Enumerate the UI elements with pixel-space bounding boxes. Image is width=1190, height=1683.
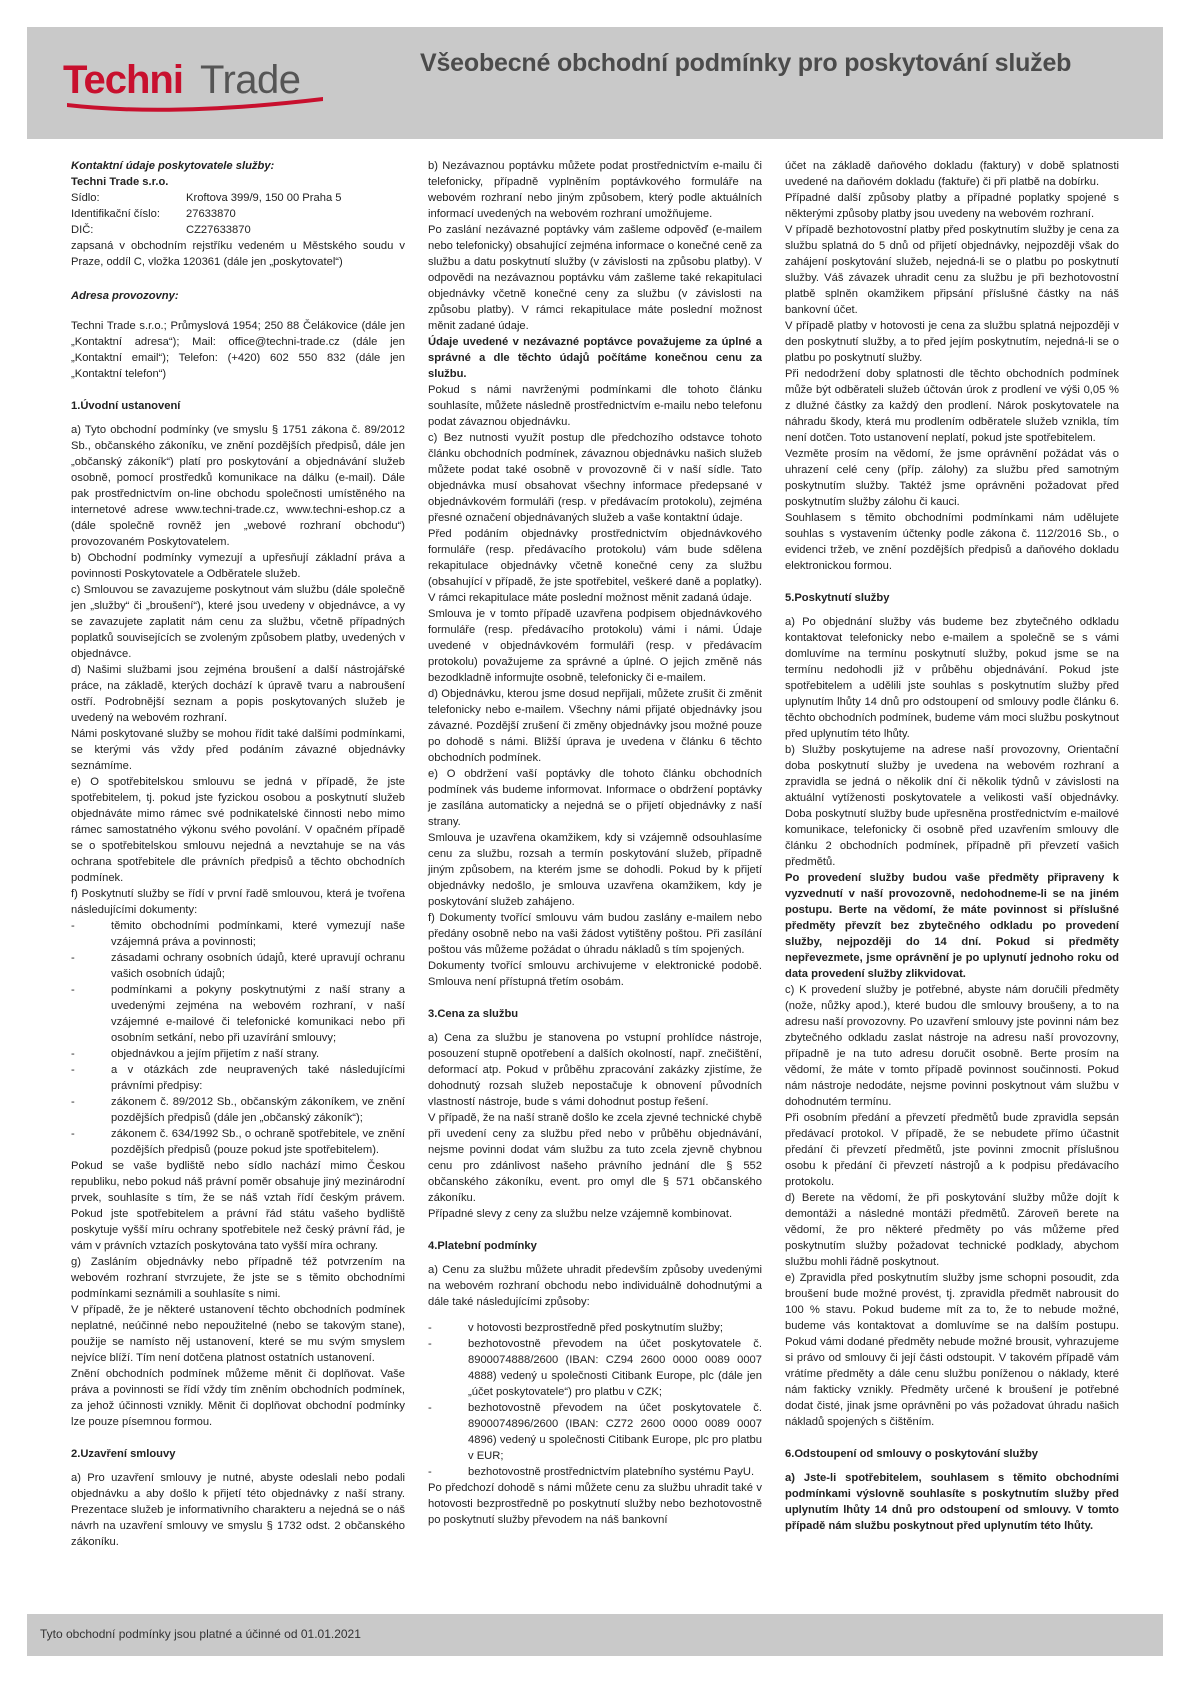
section-heading: 6.Odstoupení od smlouvy o poskytování služby: [785, 1448, 1039, 1460]
paragraph: Souhlasem s těmito obchodními podmínkami nám udělujete souhlas s vystavením účtenky podle zákona č. 112/2016 Sb., o evidenci tržeb, ve znění pozdějších předpisů a daňového dokladu elektronickou formou.: [785, 512, 1119, 572]
paragraph: Dokumenty tvořící smlouvu archivujeme v elektronické podobě. Smlouva není přístupná třetím osobám.: [428, 960, 762, 988]
paragraph: e) Zpravidla před poskytnutím služby jsme schopni posoudit, zda broušení bude možné provést, tj. zpravidla předmět nabrousit do 100 % stavu. Pokud budeme mít za to, že to nebude možné, budeme vás kontaktovat a domluvíme se na dalším postupu. Pokud vámi dodané předměty nebude možné brousit, vyhrazujeme si právo od smlouvy či její části odstoupit. V takovém případě vám vrátíme předměty a dále cenu službu poníženou o náklady, které nám fakticky vznikly. Předměty určené k broušení je potřebné dodat čisté, jinak jsme oprávněni po vás požadovat úhradu našich nákladů spojených s čištěním.: [785, 1272, 1119, 1428]
paragraph: Po provedení služby budou vaše předměty připraveny k vyzvednutí v naší provozovně, nedohodneme-li se na jiném postupu. Berte na vědomí, že máte povinnost si příslušné předměty převzít bez zbytečného odkladu po provedení služby, nejpozději do 14 dní. Pokud si předměty nepřevezmete, jsme oprávnění je po uplynutí jednoho roku od data provedení služby zlikvidovat.: [785, 872, 1119, 980]
paragraph: b) Služby poskytujeme na adrese naší provozovny, Orientační doba poskytnutí služby je uvedena na webovém rozhraní a zpravidla se jedná o několik dní či několik týdnů v závislosti na aktuální vytíženosti poskytovatele a velikosti vaší objednávky. Doba poskytnutí služby bude upřesněna prostřednictvím e-mailové komunikace, telefonicky či osobně před uzavřením smlouvy dle článku 2 obchodních podmínek, případně při převzetí vašich předmětů.: [785, 744, 1119, 868]
section-heading: 4.Platební podmínky: [428, 1240, 537, 1252]
paragraph: Před podáním objednávky prostřednictvím objednávkového formuláře (resp. předávacího protokolu) vám bude sdělena rekapitulace objednávky včetně konečné ceny za službu (obsahující v případě, že jste spotřebitel, veškeré daně a poplatky). V rámci rekapitulace máte poslední možnost měnit zadaná údaje.: [428, 528, 762, 604]
paragraph: a) Tyto obchodní podmínky (ve smyslu § 1751 zákona č. 89/2012 Sb., občanského zákoníku, ve znění pozdějších předpisů, dále jen „občanský zákoník“) platí pro poskytování a objednávání služeb osobně, pomocí prostředků komunikace na dálku (e-mail). Dále pak prostřednictvím on-line obchodu společnosti umístěného na internetové adrese www.techni-trade.cz, www.techni-eshop.cz a (dále společně rovněž jen „webové rozhraní obchodu“) provozovaném Poskytovatelem.: [71, 424, 405, 548]
paragraph: f) Poskytnutí služby se řídí v první řadě smlouvou, která je tvořena následujícími dokumenty:: [71, 888, 405, 916]
paragraph: Při nedodržení doby splatnosti dle těchto obchodních podmínek může být odběrateli služeb účtován úrok z prodlení ve výši 0,05 % z dlužné částky za každý den prodlení. Nárok poskytovatele na náhradu škody, která mu prodlením odběratele služeb vznikla, tím není dotčen. Toto ustanovení neplatí, pokud jste spotřebitelem.: [785, 368, 1119, 444]
paragraph: Po předchozí dohodě s námi můžete cenu za službu uhradit také v hotovosti bezprostředně po poskytnutí služby nebo bezhotovostně po poskytnutí služby převodem na náš bankovní: [428, 1482, 762, 1526]
techni-trade-logo: [61, 57, 331, 115]
paragraph: c) Smlouvou se zavazujeme poskytnout vám službu (dále společně jen „služby“ či „broušení“), které jsou uvedeny v objednávce, a vy se zavazujete zaplatit nám cenu za službu, včetně případných poplatků souvisejících se zvoleným způsobem platby, uvedených v objednávce.: [71, 584, 405, 660]
contact-heading: Kontaktní údaje poskytovatele služby:: [71, 160, 275, 172]
section-heading: 5.Poskytnutí služby: [785, 592, 890, 604]
paragraph: Po zaslání nezávazné poptávky vám zašleme odpověď (e-mailem nebo telefonicky) obsahující zejména informace o konečné ceně za službu a datu poskytnutí služby (v závislosti na způsobu platby). V odpovědi na nezávaznou poptávku vám zašleme také rekapitulaci objednávky včetně konečné ceny za službu (v závislosti na způsobu platby). V rámci rekapitulace máte poslední možnost měnit zadané údaje.: [428, 224, 762, 332]
paragraph: Pokud s námi navrženými podmínkami dle tohoto článku souhlasíte, můžete následně prostřednictvím e-mailu nebo telefonu podat závaznou objednávku.: [428, 384, 762, 428]
list-item: - zákonem č. 634/1992 Sb., o ochraně spotřebitele, ve znění pozdějších předpisů (pouze pokud jste spotřebitelem).: [71, 1128, 405, 1156]
section-heading: 1.Úvodní ustanovení: [71, 400, 181, 412]
paragraph: V případě, že na naší straně došlo ke zcela zjevné technické chybě při uvedení ceny za službu před nebo v průběhu objednávání, nejsme povinni dodat vám službu za tuto zcela zjevně chybnou cenu pro zdánlivost našeho právního jednání dle § 552 občanského zákoníku, event. pro omyl dle § 571 občanského zákoníku.: [428, 1112, 762, 1204]
paragraph: d) Našimi službami jsou zejména broušení a další nástrojářské práce, na základě, kterých dochází k úpravě tvaru a nabroušení ostří. Podrobnější seznam a popis poskytovaných služeb je uvedený na webovém rozhraní.: [71, 664, 405, 724]
paragraph: f) Dokumenty tvořící smlouvu vám budou zaslány e-mailem nebo předány osobně nebo na vaši žádost vytištěny poštou. Při zasílání poštou vás můžeme požádat o úhradu nákladů s tím spojených.: [428, 912, 762, 956]
paragraph: V případě platby v hotovosti je cena za službu splatná nejpozději v den poskytnutí služby, a to před jejím poskytnutím, nejedná-li se o platbu po poskytnutí služby.: [785, 320, 1119, 364]
list-item: - zásadami ochrany osobních údajů, které upravují ochranu vašich osobních údajů;: [71, 952, 405, 980]
paragraph: Údaje uvedené v nezávazné poptávce považujeme za úplné a správné a dle těchto údajů počítáme konečnou cenu za službu.: [428, 336, 762, 380]
document-title: Všeobecné obchodní podmínky pro poskytování služeb: [420, 49, 1072, 77]
column-3: [785, 158, 1119, 1534]
paragraph: c) Bez nutnosti využít postup dle předchozího odstavce tohoto článku obchodních podmínek, závaznou objednávku našich služeb můžete podat také osobně v provozovně či v naší sídle. Tato objednávka musí obsahovat všechny informace předepsané v objednávkovém formuláři (resp. v předávacím protokolu), zejména přesné označení objednávaných služeb a vaše kontaktní údaje.: [428, 432, 762, 524]
paragraph: a) Cenu za službu můžete uhradit především způsoby uvedenými na webovém rozhraní obchodu nebo individuálně dohodnutými a dále také následujícími způsoby:: [428, 1264, 762, 1308]
paragraph: Smlouva je uzavřena okamžikem, kdy si vzájemně odsouhlasíme cenu za službu, rozsah a termín poskytování služeb, případně jiným způsobem, na kterém jsme se dohodli. Pokud by k přijetí objednávky nedošlo, je smlouva uzavřena okamžikem, kdy je poskytování služeb zahájeno.: [428, 832, 762, 908]
paragraph: a) Po objednání služby vás budeme bez zbytečného odkladu kontaktovat telefonicky nebo e-mailem a společně se s vámi domluvíme na termínu poskytnutí služby, pokud jsme se na termínu nedohodli již v průběhu objednávání. Pokud jste spotřebitelem a udělili jste souhlas s poskytnutím služby před uplynutím lhůty 14 dnů pro odstoupení od smlouvy podle článku 6. těchto obchodních podmínek, budeme vám moci službu poskytnout před uplynutím této lhůty.: [785, 616, 1119, 740]
register-text: zapsaná v obchodním rejstříku vedeném u Městského soudu v Praze, oddíl C, vložka 120361 (dále jen „poskytovatel“): [71, 240, 405, 268]
paragraph: c) K provedení služby je potřebné, abyste nám doručili předměty (nože, nůžky apod.), které budou dle smlouvy broušeny, a to na adresu naší provozovny. Po uzavření smlouvy jste povinni nám bez zbytečného odkladu zaslat nástroje na adresu naší provozovny, případně je na tuto adresu doručit osobně. Berte prosím na vědomí, že máte v tomto případě povinnost součinnosti. Pokud nám nástroje nedodáte, nejsme povinni poskytnout vám službu v dohodnutém termínu.: [785, 984, 1119, 1108]
list-item: - objednávkou a jejím přijetím z naší strany.: [71, 1048, 320, 1060]
footer-band: [27, 1614, 1163, 1656]
address-heading: Adresa provozovny:: [71, 290, 179, 302]
list-item: - bezhotovostně převodem na účet poskytovatele č. 8900074888/2600 (IBAN: CZ94 2600 0000 0089 0007 4888) vedený u společnosti Citibank Europe, plc (dále jen „účet poskytovatele“) pro platbu v CZK;: [428, 1338, 762, 1398]
paragraph: b) Obchodní podmínky vymezují a upřesňují základní práva a povinnosti Poskytovatele a Odběratele služeb.: [71, 552, 405, 580]
contact-row: Sídlo: Kroftova 399/9, 150 00 Praha 5: [71, 192, 342, 204]
validity-note: Tyto obchodní podmínky jsou platné a účinné od 01.01.2021: [40, 1627, 361, 1641]
section-heading: 2.Uzavření smlouvy: [71, 1448, 176, 1460]
paragraph: Pokud se vaše bydliště nebo sídlo nachází mimo Českou republiku, nebo pokud náš právní poměr obsahuje jiný mezinárodní prvek, souhlasíte s tím, že se náš vztah řídí českým právem. Pokud jste spotřebitelem a právní řád státu vašeho bydliště poskytuje vyšší míru ochrany spotřebitele než český právní řád, je vám v právních vztazích poskytována tato vyšší míra ochrany.: [71, 1160, 405, 1252]
paragraph: Při osobním předání a převzetí předmětů bude zpravidla sepsán předávací protokol. V případě, že se nebudete přímo účastnit předání či převzetí předmětů, jste povinni zmocnit příslušnou osobu k předání či převzetí nástrojů a k podpisu předávacího protokolu.: [785, 1112, 1119, 1188]
list-item: - těmito obchodními podmínkami, které vymezují naše vzájemná práva a povinnosti;: [71, 920, 405, 948]
svg-text:Techni: Techni: [63, 58, 183, 102]
list-item: - bezhotovostně prostřednictvím platebního systému PayU.: [428, 1466, 755, 1478]
svg-text:Trade: Trade: [200, 58, 301, 102]
paragraph: V případě bezhotovostní platby před poskytnutím služby je cena za službu splatná do 5 dnů od přijetí objednávky, nejpozději však do zahájení poskytování služeb, nejedná-li se o platbu po poskytnutí služby. Váš závazek uhradit cenu za službu je při bezhotovostní platbě splněn okamžikem připsání příslušné částky na náš bankovní účet.: [785, 224, 1119, 316]
paragraph: b) Nezávaznou poptávku můžete podat prostřednictvím e-mailu či telefonicky, případně vyplněním poptávkového formuláře na webovém rozhraní nebo jiným způsobem, který podle aktuálních informací uvedených na webovém rozhraní umožňujeme.: [428, 160, 762, 220]
paragraph: a) Jste-li spotřebitelem, souhlasem s těmito obchodními podmínkami výslovně souhlasíte s poskytnutím služby před uplynutím lhůty 14 dnů pro odstoupení od smlouvy. V tomto případě nám službu poskytnout před uplynutím této lhůty.: [785, 1472, 1119, 1532]
paragraph: Znění obchodních podmínek můžeme měnit či doplňovat. Vaše práva a povinnosti se řídí vždy tím zněním obchodních podmínek, za jehož účinnosti vznikly. Měnit či doplňovat obchodní podmínky lze pouze písemnou formou.: [71, 1368, 405, 1428]
address-text: Techni Trade s.r.o.; Průmyslová 1954; 250 88 Čelákovice (dále jen „Kontaktní adresa“); Mail: office@techni-trade.cz (dále jen „Kontaktní email“); Telefon: (+420) 602 550 832 (dále jen „Kontaktní telefon“): [71, 320, 405, 380]
paragraph: g) Zasláním objednávky nebo případně též potvrzením na webovém rozhraní stvrzujete, že jste se s těmito obchodními podmínkami seznámili a souhlasíte s nimi.: [71, 1256, 405, 1300]
paragraph: a) Cena za službu je stanovena po vstupní prohlídce nástroje, posouzení stupně opotřebení a dalších okolností, např. znečištění, deformací atp. Pokud v průběhu zpracování zakázky zjistíme, že dohodnutý rozsah služeb nepostačuje k obnovení původních vlastností nástroje, bude s vámi dohodnut postup řešení.: [428, 1032, 762, 1108]
paragraph: a) Pro uzavření smlouvy je nutné, abyste odeslali nebo podali objednávku a aby došlo k přijetí této objednávky z naší strany. Prezentace služeb je informativního charakteru a nejedná se o náš návrh na uzavření smlouvy ve smyslu § 1732 odst. 2 občanského zákoníku.: [71, 1472, 405, 1548]
paragraph: d) Berete na vědomí, že při poskytování služby může dojít k demontáži a následné montáži předmětů. Zároveň berete na vědomí, že pro některé předměty po vás můžeme před poskytnutím služby požadovat technické podklady, abychom službu mohli řádně poskytnout.: [785, 1192, 1119, 1268]
paragraph: Námi poskytované služby se mohou řídit také dalšími podmínkami, se kterými vás vždy před podáním závazné objednávky seznámíme.: [71, 728, 405, 772]
company-name: Techni Trade s.r.o.: [71, 176, 169, 188]
paragraph: účet na základě daňového dokladu (faktury) v době splatnosti uvedené na daňovém dokladu (faktuře) či při platbě na dobírku.: [785, 160, 1119, 188]
paragraph: e) O obdržení vaší poptávky dle tohoto článku obchodních podmínek vás budeme informovat. Informace o obdržení poptávky je zasílána automaticky a nejedná se o přijetí objednávky z naší strany.: [428, 768, 762, 828]
contact-row: Identifikační číslo: 27633870: [71, 208, 236, 220]
list-item: - v hotovosti bezprostředně před poskytnutím služby;: [428, 1322, 723, 1334]
list-item: - a v otázkách zde neupravených také následujícími právními předpisy:: [71, 1064, 405, 1092]
header-band: [27, 27, 1163, 139]
contact-row: DIČ: CZ27633870: [71, 224, 251, 236]
list-item: - zákonem č. 89/2012 Sb., občanským zákoníkem, ve znění pozdějších předpisů (dále jen „občanský zákoník“);: [71, 1096, 405, 1124]
paragraph: d) Objednávku, kterou jsme dosud nepřijali, můžete zrušit či změnit telefonicky nebo e-mailem. Všechny námi přijaté objednávky jsou závazné. Pozdější zrušení či změny objednávky jsou možné pouze po dohodě s námi. Bližší úprava je uvedena v článku 6 těchto obchodních podmínek.: [428, 688, 762, 764]
column-1: [71, 158, 405, 1550]
paragraph: Případné další způsoby platby a případné poplatky spojené s některými způsoby platby jsou uvedeny na webovém rozhraní.: [785, 192, 1119, 220]
paragraph: Vezměte prosím na vědomí, že jsme oprávnění požádat vás o uhrazení celé ceny (příp. zálohy) za službu před samotným poskytnutím služby. Taktéž jsme oprávněni požadovat před poskytnutím služby zálohu či kauci.: [785, 448, 1119, 508]
paragraph: e) O spotřebitelskou smlouvu se jedná v případě, že jste spotřebitelem, tj. pokud jste fyzickou osobou a poskytnutí služeb objednáváte mimo rámec své podnikatelské činnosti nebo mimo rámec samostatného výkonu svého povolání. V opačném případě se o spotřebitelskou smlouvu nejedná a nevztahuje se na vás ochrana spotřebitele dle právních předpisů a těchto obchodních podmínek.: [71, 776, 405, 884]
list-item: - bezhotovostně převodem na účet poskytovatele č. 8900074896/2600 (IBAN: CZ72 2600 0000 0089 0007 4896) vedený u společnosti Citibank Europe, plc pro platbu v EUR;: [428, 1402, 762, 1462]
paragraph: Případné slevy z ceny za službu nelze vzájemně kombinovat.: [428, 1208, 733, 1220]
paragraph: V případě, že je některé ustanovení těchto obchodních podmínek neplatné, neúčinné nebo nepoužitelné (nebo se takovým stane), použije se namísto něj ustanovení, které se mu svým smyslem nejvíce blíží. Tím není dotčena platnost ostatních ustanovení.: [71, 1304, 405, 1364]
paragraph: Smlouva je v tomto případě uzavřena podpisem objednávkového formuláře (resp. předávacího protokolu) vámi i námi. Údaje uvedené v objednávkovém formuláři (resp. v předávacím protokolu) považujeme za správné a úplné. O jejich změně nás bezodkladně informujte osobně, telefonicky či e-mailem.: [428, 608, 762, 684]
column-2: [428, 158, 762, 1528]
section-heading: 3.Cena za službu: [428, 1008, 519, 1020]
list-item: - podmínkami a pokyny poskytnutými z naší strany a uvedenými zejména na webovém rozhraní, v naší vzájemné e-mailové či telefonické komunikaci nebo při osobním setkání, nebo při uzavírání smlouvy;: [71, 984, 405, 1044]
